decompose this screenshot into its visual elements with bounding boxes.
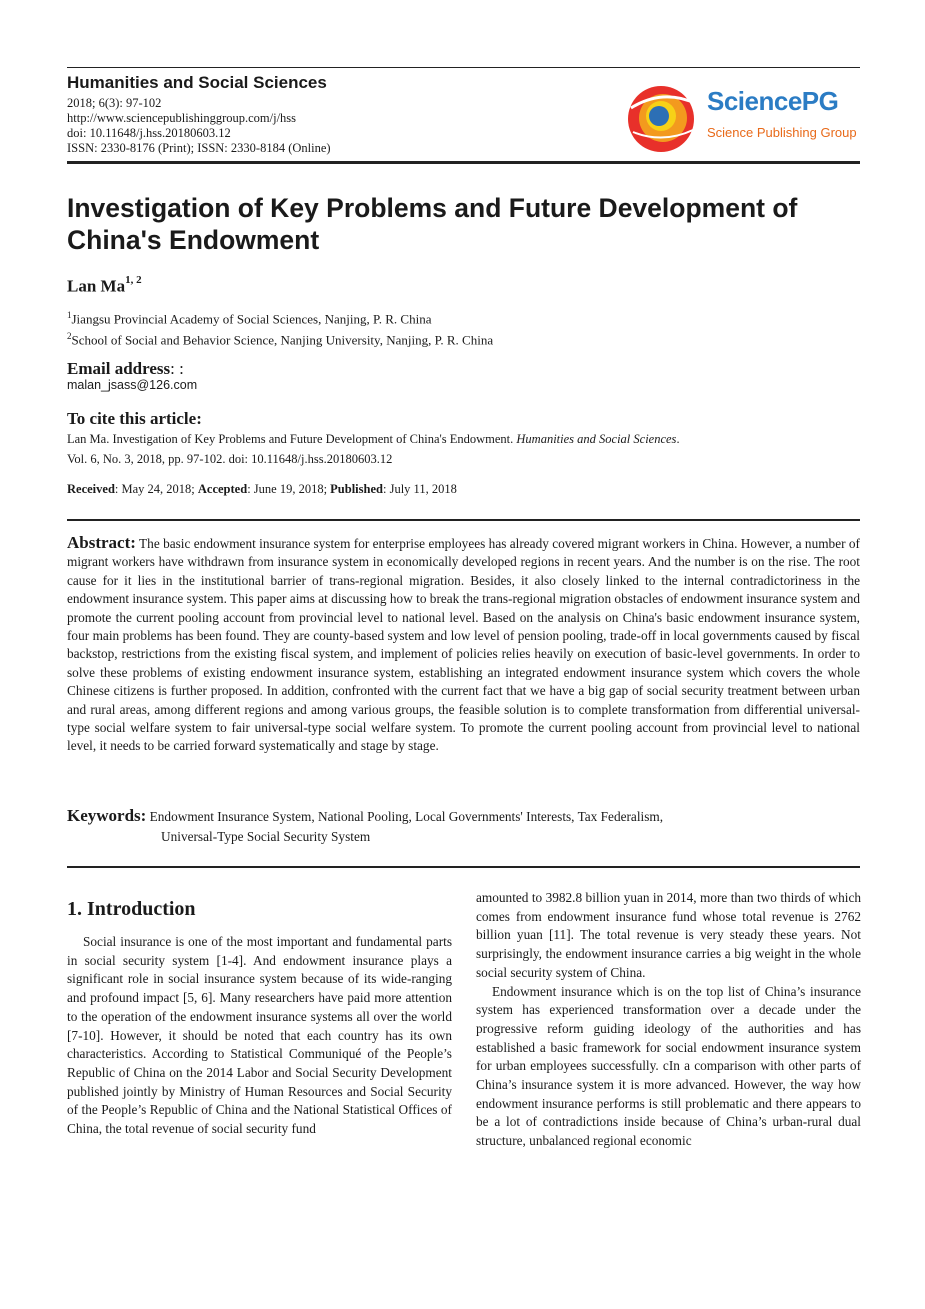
email-address[interactable]: malan_jsass@126.com xyxy=(67,378,198,392)
intro-paragraph-2: Endowment insurance which is on the top list of China’s insurance system has experienced transformation over a decade under the progressive reform guiding ideology of the authorities and has established a basic framework for social endowment insurance system for urban employees successfully. cIn a comparison with other parts of China’s insurance system it is more advanced. However, the way how endowment insurance performs is still problematic and there appears to be a lot of contradictions inside because of China’s urban-rural dual structure, unbalanced regional economic xyxy=(476,983,861,1149)
abstract-text: The basic endowment insurance system for enterprise employees has already covered migrant workers in China. However, a number of migrant workers have withdrawn from insurance system in economically developed regions in recent years. And the number is on the rise. The root cause for it lies in the institutional barrier of trans-regional migration. Besides, it also closely linked to the internal contradictoriness in the endowment insurance system. This paper aims at discussing how to break the trans-regional migration obstacles of endowment insurance system and promote the current pooling account from provincial level to national level. Based on the analysis on China's basic endowment insurance system, four main problems has been found. They are county-based system and low level of pension pooling, trade-off in local governments caused by fiscal backstop, restrictions from the existing fiscal system, and implement of policies relies heavily on execution of basic-level governments. In order to solve these problems of existing endowment insurance system, establishing an integrated endowment insurance system which covers the whole Chinese citizens is further proposed. In addition, confronted with the current fact that we have a big gap of social security treatment between urban and rural areas, among different regions and among various groups, the feasible solution is to complete transformation from differential universal-type social welfare system to fair universal-type social welfare system. To promote the current pooling account from provincial level to national level, it needs to be carried forward systematically and stage by stage. xyxy=(67,536,860,754)
header-bottom-rule xyxy=(67,161,860,164)
header-top-rule xyxy=(67,67,860,68)
logo-name: SciencePG xyxy=(707,86,839,116)
intro-paragraph-1: Social insurance is one of the most important and fundamental parts in social security system [1-4]. And endowment insurance plays a significant role in social insurance system because of its wide-ranging and profound impact [5, 6]. Many researchers have paid more attention to the operation of the endowment insurance systems all over the world [7-10]. However, it should be noted that each country has its own characteristics. According to Statistical Communiqué of the People’s Republic of China on the 2014 Labor and Social Security Development published jointly by Ministry of Human Resources and Social Security of the People’s Republic of China and the National Statistical Offices of China, the total revenue of social security fund xyxy=(67,934,452,1137)
affiliation-1-text: Jiangsu Provincial Academy of Social Sciences, Nanjing, P. R. China xyxy=(71,311,432,327)
cite-line-2: Vol. 6, No. 3, 2018, pp. 97-102. doi: 10.11648/j.hss.20180603.12 xyxy=(67,452,393,466)
journal-issn: ISSN: 2330-8176 (Print); ISSN: 2330-8184 (Online) xyxy=(67,141,331,155)
received-date: : May 24, 2018; xyxy=(114,482,198,496)
email-label: Email address xyxy=(67,359,171,378)
keywords-line-1: Endowment Insurance System, National Pooling, Local Governments' Interests, Tax Federalism, xyxy=(149,809,664,824)
abstract xyxy=(67,534,860,756)
intro-paragraph-1-cont: amounted to 3982.8 billion yuan in 2014, more than two thirds of which comes from endowment insurance fund whose total revenue is 2762 billion yuan [11]. The total revenue is very steady these years. Not surprisingly, the endowment insurance carries a big weight in the whole social security system of China. xyxy=(476,890,861,980)
cite-period: . xyxy=(676,432,680,446)
intro-right-column xyxy=(476,889,861,1151)
keywords-line-2: Universal-Type Social Security System xyxy=(161,829,371,844)
affiliation-2-mark: 2 xyxy=(67,331,72,341)
sciencepg-logo xyxy=(623,80,863,156)
intro-left-column xyxy=(67,933,452,1139)
accepted-label: Accepted xyxy=(197,482,248,496)
abstract-label: Abstract: xyxy=(67,533,136,552)
journal-name: Humanities and Social Sciences xyxy=(67,73,327,92)
article-doi: doi: 10.11648/j.hss.20180603.12 xyxy=(67,126,231,140)
published-label: Published xyxy=(330,482,383,496)
email-heading xyxy=(67,359,184,379)
journal-url[interactable]: http://www.sciencepublishinggroup.com/j/hss xyxy=(67,111,297,125)
received-label: Received xyxy=(67,482,115,496)
journal-issue: 2018; 6(3): 97-102 xyxy=(67,96,162,110)
published-date: : July 11, 2018 xyxy=(382,482,457,496)
article-title: Investigation of Key Problems and Future Development of China's Endowment xyxy=(67,193,798,255)
accepted-date: : June 19, 2018; xyxy=(247,482,331,496)
cite-journal: Humanities and Social Sciences xyxy=(516,432,677,446)
affiliation-2 xyxy=(67,331,493,348)
cite-text: Lan Ma. Investigation of Key Problems and Future Development of China's Endowment. xyxy=(67,432,517,446)
keywords xyxy=(67,806,663,826)
cite-heading: To cite this article: xyxy=(67,409,202,428)
intro-heading: 1. Introduction xyxy=(67,898,196,920)
abstract-top-rule xyxy=(67,519,860,521)
abstract-bottom-rule xyxy=(67,866,860,868)
author-affiliation-marks: 1, 2 xyxy=(125,274,142,286)
article-dates xyxy=(67,482,457,497)
affiliation-1 xyxy=(67,310,431,327)
cite-line-1 xyxy=(67,432,680,447)
author-name: Lan Ma xyxy=(67,276,126,296)
affiliation-2-text: School of Social and Behavior Science, Nanjing University, Nanjing, P. R. China xyxy=(71,332,494,348)
affiliation-1-mark: 1 xyxy=(67,310,72,320)
logo-subtitle: Science Publishing Group xyxy=(707,125,857,140)
keywords-label: Keywords: xyxy=(67,806,147,825)
sciencepg-logo-icon xyxy=(623,80,703,156)
author xyxy=(67,276,142,297)
email-label-suffix: : : xyxy=(170,359,184,378)
